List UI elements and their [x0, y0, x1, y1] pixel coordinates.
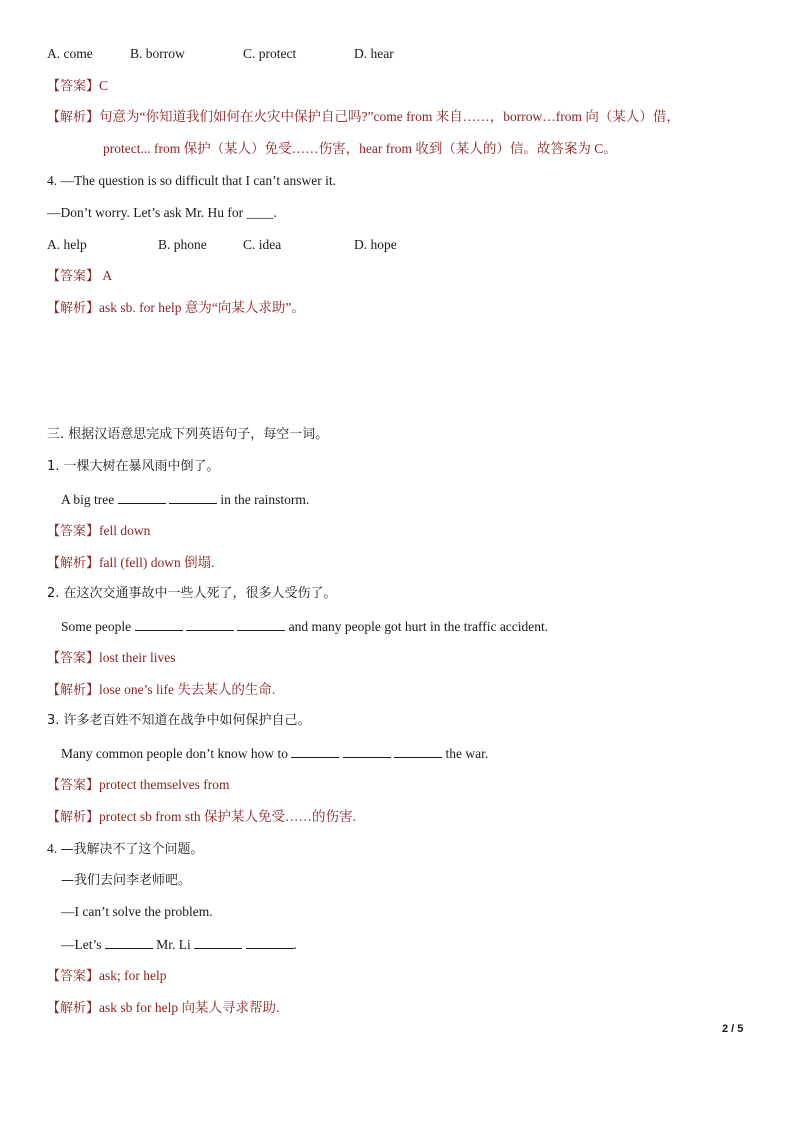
q4-reply: —Don’t worry. Let’s ask Mr. Hu for ____.: [47, 205, 277, 220]
q4-option-c: C. idea: [243, 237, 282, 252]
q4-option-d: D. hope: [354, 237, 397, 252]
sentence-text: .: [293, 937, 297, 952]
q4-options: [47, 236, 397, 254]
item-1-english: [61, 490, 309, 509]
answer-blank: [394, 744, 442, 758]
item-4-english-1: —I can’t solve the problem.: [61, 904, 213, 919]
answer-blank: [194, 935, 242, 949]
answer-blank: [105, 935, 153, 949]
q3-option-d: D. hear: [354, 46, 394, 61]
item-2-chinese: 2. 在这次交通事故中一些人死了，很多人受伤了。: [47, 586, 337, 601]
answer-text: fell down: [99, 523, 151, 538]
explanation-label: 【解析】: [47, 110, 100, 125]
answer-blank: [135, 617, 183, 631]
item-3-answer: [47, 776, 229, 795]
q4-question: 4. —The question is so difficult that I can’t answer it.: [47, 173, 336, 188]
explanation-label: 【解析】: [47, 301, 100, 316]
answer-blank: [246, 935, 294, 949]
item-2-answer: [47, 649, 176, 668]
item-4-chinese-2: —我们去问李老师吧。: [61, 873, 192, 888]
sentence-text: A big tree: [61, 492, 115, 507]
explanation-text: lose one’s life 失去某人的生命.: [99, 682, 276, 697]
explanation-text: 句意为“你知道我们如何在火灾中保护自己吗?”come from 来自……，borrow…from 向（某人）借，: [99, 109, 680, 124]
q3-option-c: C. protect: [243, 46, 297, 61]
explanation-label: 【解析】: [47, 810, 100, 825]
sentence-text: the war.: [445, 746, 489, 761]
dialogue-line: —我解决不了这个问题。: [60, 842, 204, 857]
item-1-explanation: [47, 554, 214, 573]
sentence-text: —Let’s: [61, 937, 102, 952]
answer-blank: [237, 617, 285, 631]
item-4-chinese-1: [47, 840, 204, 859]
answer-blank: [186, 617, 234, 631]
answer-label: 【答案】: [47, 778, 100, 793]
q3-option-b: B. borrow: [130, 46, 185, 61]
explanation-text: fall (fell) down 倒塌.: [99, 555, 215, 570]
q4-option-b: B. phone: [158, 237, 207, 252]
item-number: 4.: [47, 841, 61, 856]
item-2-english: [61, 617, 548, 636]
item-4-explanation: [47, 999, 279, 1018]
answer-label: 【答案】: [47, 651, 100, 666]
sentence-text: Many common people don’t know how to: [61, 746, 288, 761]
explanation-text: protect... from 保护（某人）免受……伤害，hear from 收到（某人的）信。故答案为 C。: [103, 141, 617, 156]
answer-blank: [169, 490, 217, 504]
explanation-label: 【解析】: [47, 1001, 100, 1016]
answer-label: 【答案】: [47, 79, 100, 94]
q4-explanation: [47, 299, 305, 318]
item-1-answer: [47, 522, 150, 541]
item-4-answer: [47, 967, 167, 986]
answer-text: C: [99, 78, 109, 93]
item-1-chinese: 1. 一棵大树在暴风雨中倒了。: [47, 459, 220, 474]
answer-label: 【答案】: [47, 269, 100, 284]
answer-blank: [343, 744, 391, 758]
item-2-explanation: [47, 681, 275, 700]
q3-answer: [47, 77, 108, 96]
section-title: 三. 根据汉语意思完成下列英语句子，每空一词。: [47, 427, 329, 442]
item-3-english: [61, 744, 488, 763]
answer-text: protect themselves from: [99, 777, 230, 792]
answer-text: lost their lives: [99, 650, 176, 665]
answer-blank: [291, 744, 339, 758]
answer-label: 【答案】: [47, 524, 100, 539]
answer-text: ask; for help: [99, 968, 167, 983]
q3-options: [47, 45, 394, 63]
sentence-text: and many people got hurt in the traffic accident.: [288, 619, 549, 634]
explanation-text: ask sb. for help 意为“向某人求助”。: [99, 300, 305, 315]
sentence-text: Mr. Li: [156, 937, 191, 952]
q4-answer: [47, 267, 112, 286]
item-4-english-2: [61, 935, 297, 954]
explanation-text: ask sb for help 向某人寻求帮助.: [99, 1000, 280, 1015]
item-3-chinese: 3. 许多老百姓不知道在战争中如何保护自己。: [47, 713, 311, 728]
sentence-text: Some people: [61, 619, 132, 634]
answer-label: 【答案】: [47, 969, 100, 984]
item-3-explanation: [47, 808, 356, 827]
sentence-text: in the rainstorm.: [220, 492, 310, 507]
answer-blank: [118, 490, 166, 504]
q3-option-a: A. come: [47, 46, 93, 61]
q4-option-a: A. help: [47, 237, 87, 252]
explanation-label: 【解析】: [47, 556, 100, 571]
q3-explanation-cont: [103, 140, 617, 158]
explanation-text: protect sb from sth 保护某人免受……的伤害.: [99, 809, 356, 824]
answer-text: A: [99, 268, 113, 283]
page-number: 2 / 5: [722, 1023, 744, 1035]
explanation-label: 【解析】: [47, 683, 100, 698]
q3-explanation: [47, 108, 680, 127]
